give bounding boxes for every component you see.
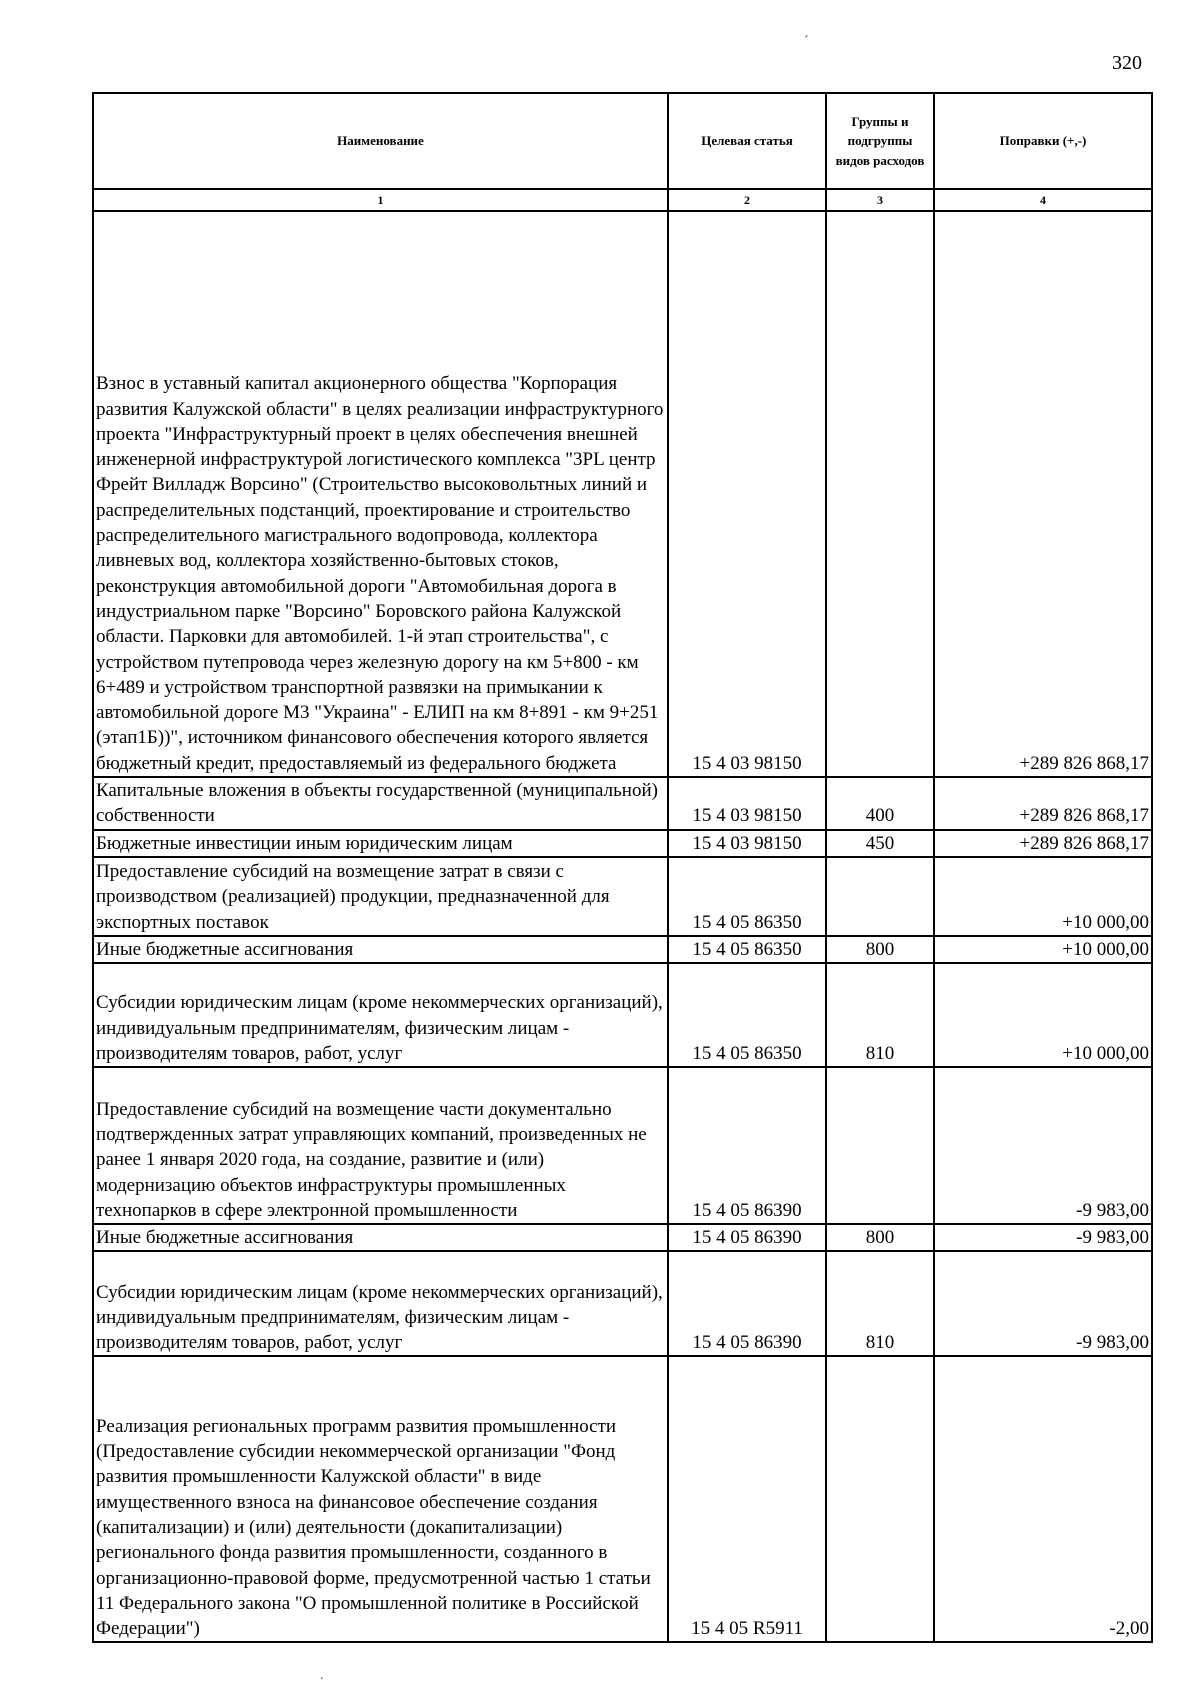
row-name: Иные бюджетные ассигнования bbox=[93, 1224, 668, 1251]
row-expense-group: 810 bbox=[826, 963, 934, 1067]
column-number: 4 bbox=[934, 189, 1152, 211]
row-expense-group: 450 bbox=[826, 830, 934, 857]
row-amount: +10 000,00 bbox=[934, 963, 1152, 1067]
row-name: Субсидии юридическим лицам (кроме некоммерческих организаций), индивидуальным предпринимателям, физическим лицам - производителям товаров, работ, услуг bbox=[93, 1251, 668, 1356]
table-row bbox=[93, 1224, 1152, 1251]
header-name: Наименование bbox=[93, 93, 668, 189]
row-expense-group bbox=[826, 1356, 934, 1642]
row-amount: +10 000,00 bbox=[934, 857, 1152, 936]
table-row bbox=[93, 1067, 1152, 1224]
table-row bbox=[93, 777, 1152, 830]
row-name: Бюджетные инвестиции иным юридическим лицам bbox=[93, 830, 668, 857]
row-target-article: 15 4 05 86350 bbox=[668, 936, 826, 963]
row-amount: +289 826 868,17 bbox=[934, 211, 1152, 777]
header-expense-groups: Группы и подгруппы видов расходов bbox=[826, 93, 934, 189]
row-name: Реализация региональных программ развития промышленности (Предоставление субсидии некоммерческой организации "Фонд развития промышленности Калужской области" в виде имущественного взноса на финансовое обеспечение создания (капитализации) и (или) деятельности (докапитализации) регионального фонда развития промышленности, созданного в организационно-правовой форме, предусмотренной частью 1 статьи 11 Федерального закона "О промышленной политике в Российской Федерации") bbox=[93, 1356, 668, 1642]
row-amount: -9 983,00 bbox=[934, 1224, 1152, 1251]
table-row bbox=[93, 857, 1152, 936]
table-row bbox=[93, 211, 1152, 777]
row-name: Предоставление субсидий на возмещение затрат в связи с производством (реализацией) продукции, предназначенной для экспортных поставок bbox=[93, 857, 668, 936]
row-target-article: 15 4 03 98150 bbox=[668, 777, 826, 830]
row-expense-group bbox=[826, 211, 934, 777]
row-expense-group: 400 bbox=[826, 777, 934, 830]
row-target-article: 15 4 03 98150 bbox=[668, 830, 826, 857]
row-name: Капитальные вложения в объекты государственной (муниципальной) собственности bbox=[93, 777, 668, 830]
row-target-article: 15 4 05 86390 bbox=[668, 1251, 826, 1356]
table-row bbox=[93, 963, 1152, 1067]
row-expense-group: 800 bbox=[826, 1224, 934, 1251]
page-number: 320 bbox=[1112, 52, 1142, 74]
row-amount: -2,00 bbox=[934, 1356, 1152, 1642]
row-target-article: 15 4 05 86350 bbox=[668, 857, 826, 936]
row-expense-group: 800 bbox=[826, 936, 934, 963]
table-header-row bbox=[93, 93, 1152, 189]
row-amount: -9 983,00 bbox=[934, 1067, 1152, 1224]
table-row bbox=[93, 1251, 1152, 1356]
scan-mark: . bbox=[320, 1668, 324, 1683]
row-target-article: 15 4 03 98150 bbox=[668, 211, 826, 777]
row-amount: +289 826 868,17 bbox=[934, 830, 1152, 857]
row-expense-group bbox=[826, 857, 934, 936]
table-row bbox=[93, 1356, 1152, 1642]
row-target-article: 15 4 05 86390 bbox=[668, 1067, 826, 1224]
row-name: Иные бюджетные ассигнования bbox=[93, 936, 668, 963]
scan-mark: ˊ bbox=[804, 34, 809, 49]
column-number-row bbox=[93, 189, 1152, 211]
header-target-article: Целевая статья bbox=[668, 93, 826, 189]
row-name: Субсидии юридическим лицам (кроме некоммерческих организаций), индивидуальным предпринимателям, физическим лицам - производителям товаров, работ, услуг bbox=[93, 963, 668, 1067]
row-name: Предоставление субсидий на возмещение части документально подтвержденных затрат управляющих компаний, произведенных не ранее 1 января 2020 года, на создание, развитие и (или) модернизацию объектов инфраструктуры промышленных технопарков в сфере электронной промышленности bbox=[93, 1067, 668, 1224]
row-amount: -9 983,00 bbox=[934, 1251, 1152, 1356]
row-target-article: 15 4 05 R5911 bbox=[668, 1356, 826, 1642]
row-amount: +289 826 868,17 bbox=[934, 777, 1152, 830]
table-row bbox=[93, 830, 1152, 857]
column-number: 1 bbox=[93, 189, 668, 211]
column-number: 3 bbox=[826, 189, 934, 211]
header-amendments: Поправки (+,-) bbox=[934, 93, 1152, 189]
row-name: Взнос в уставный капитал акционерного общества "Корпорация развития Калужской области" в целях реализации инфраструктурного проекта "Инфраструктурный проект в целях обеспечения внешней инженерной инфраструктурой логистического комплекса "3PL центр Фрейт Вилладж Ворсино" (Строительство высоковольтных линий и распределительных подстанций, проектирование и строительство распределительного магистрального водопровода, коллектора ливневых вод, коллектора хозяйственно-бытовых стоков, реконструкция автомобильной дороги "Автомобильная дорога в индустриальном парке "Ворсино" Боровского района Калужской области. Парковки для автомобилей. 1-й этап строительства", с устройством путепровода через железную дорогу на км 5+800 - км 6+489 и устройством транспортной развязки на примыкании к автомобильной дороге М3 "Украина" - ЕЛИП на км 8+891 - км 9+251 (этап1Б))", источником финансового обеспечения которого является бюджетный кредит, предоставляемый из федерального бюджета bbox=[93, 211, 668, 777]
row-expense-group bbox=[826, 1067, 934, 1224]
row-target-article: 15 4 05 86390 bbox=[668, 1224, 826, 1251]
row-expense-group: 810 bbox=[826, 1251, 934, 1356]
column-number: 2 bbox=[668, 189, 826, 211]
row-amount: +10 000,00 bbox=[934, 936, 1152, 963]
row-target-article: 15 4 05 86350 bbox=[668, 963, 826, 1067]
budget-amendments-table bbox=[92, 92, 1153, 1643]
table-row bbox=[93, 936, 1152, 963]
